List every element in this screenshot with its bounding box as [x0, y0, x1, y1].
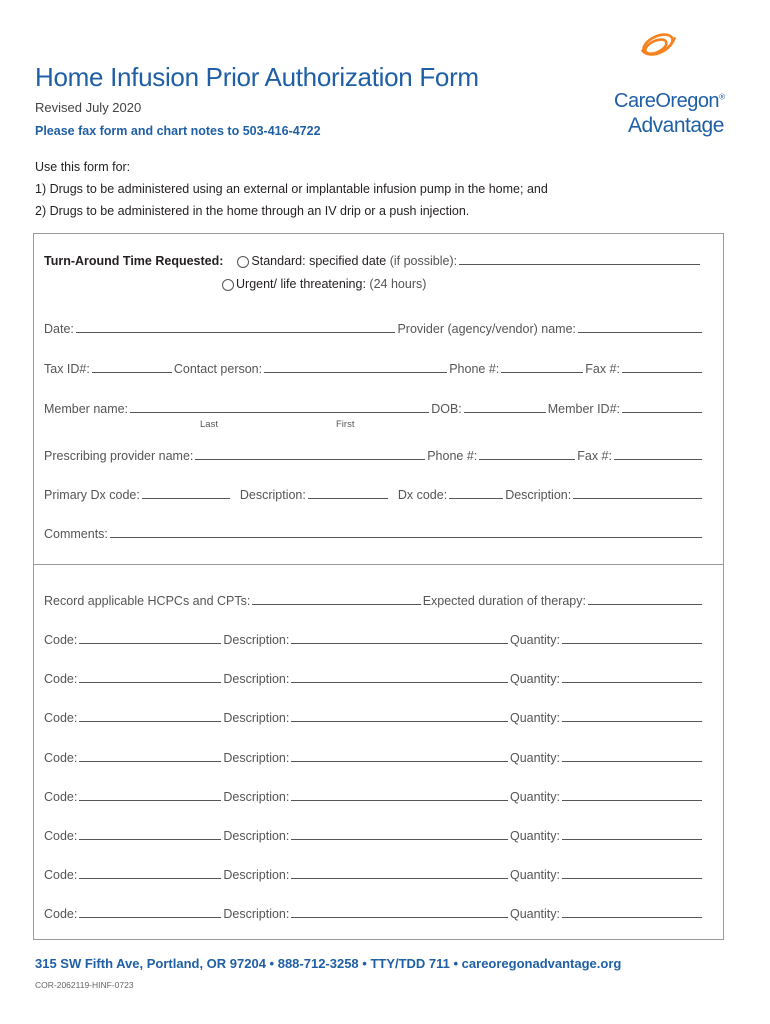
logo-text-advantage: Advantage: [628, 114, 724, 137]
standard-label: [251, 254, 457, 268]
quantity-label: Quantity:: [509, 907, 560, 922]
form-title: Home Infusion Prior Authorization Form: [35, 62, 479, 92]
urgent-label-rest: (24 hours): [365, 277, 427, 291]
code-field[interactable]: [79, 709, 221, 722]
logo-line1: CareOregon: [614, 90, 720, 112]
comments-field[interactable]: [110, 525, 702, 538]
primary-dx-description-label: Description:: [239, 488, 306, 502]
careoregon-logo-icon: [614, 28, 704, 90]
comments-label: Comments:: [44, 527, 108, 541]
description-label: Description:: [223, 907, 290, 922]
member-row: [44, 396, 704, 416]
code-row: [44, 784, 704, 804]
code-label: Code:: [44, 789, 78, 804]
quantity-field[interactable]: [562, 709, 702, 722]
code-field[interactable]: [79, 631, 221, 644]
quantity-label: Quantity:: [509, 868, 560, 883]
quantity-field[interactable]: [562, 749, 702, 762]
provider-label: Provider (agency/vendor) name:: [397, 322, 576, 336]
dx-code-field[interactable]: [449, 486, 503, 499]
provider-field[interactable]: [578, 320, 702, 333]
quantity-label: Quantity:: [509, 633, 560, 647]
date-label: Date:: [44, 322, 74, 336]
description-label: Description:: [223, 711, 290, 726]
use-intro: Use this form for:: [35, 160, 131, 174]
fax-field[interactable]: [622, 360, 702, 373]
quantity-field[interactable]: [562, 827, 702, 840]
standard-radio[interactable]: [237, 256, 249, 268]
contact-person-field[interactable]: [264, 360, 447, 373]
revised-date: Revised July 2020: [35, 100, 142, 115]
prescriber-label: Prescribing provider name:: [44, 449, 194, 463]
code-row: [44, 862, 704, 882]
standard-label-rest: (if possible):: [386, 254, 458, 268]
use-item-2: 2) Drugs to be administered in the home through an IV drip or a push injection.: [35, 204, 470, 218]
code-row: [44, 627, 704, 647]
quantity-label: Quantity:: [509, 711, 560, 726]
description-label: Description:: [223, 633, 290, 647]
quantity-label: Quantity:: [509, 672, 560, 687]
description-field[interactable]: [291, 670, 508, 683]
code-label: Code:: [44, 829, 78, 843]
prescriber-field[interactable]: [195, 447, 425, 460]
dob-field[interactable]: [464, 400, 546, 413]
code-label: Code:: [44, 907, 78, 922]
standard-label-bold: Standard: specified date: [251, 254, 387, 268]
description-field[interactable]: [291, 866, 508, 879]
description-field[interactable]: [291, 827, 508, 840]
description-field[interactable]: [291, 905, 508, 918]
code-field[interactable]: [79, 788, 221, 801]
primary-dx-description-field[interactable]: [308, 486, 388, 499]
code-field[interactable]: [79, 827, 221, 840]
description-label: Description:: [223, 750, 290, 765]
contact-person-label: Contact person:: [173, 362, 263, 376]
member-name-field[interactable]: [130, 400, 429, 413]
taxid-contact-row: [44, 356, 704, 376]
phone-label: Phone #:: [449, 362, 500, 376]
date-provider-row: [44, 316, 704, 336]
code-label: Code:: [44, 672, 78, 687]
quantity-label: Quantity:: [509, 750, 560, 765]
phone-field[interactable]: [501, 360, 583, 373]
code-field[interactable]: [79, 670, 221, 683]
form-code: COR-2062119-HINF-0723: [35, 980, 134, 990]
member-id-field[interactable]: [622, 400, 702, 413]
code-row: [44, 705, 704, 725]
code-label: Code:: [44, 711, 78, 726]
quantity-field[interactable]: [562, 905, 702, 918]
usage-instructions: [35, 156, 548, 222]
member-name-label: Member name:: [44, 402, 129, 416]
prescriber-fax-label: Fax #:: [577, 449, 612, 463]
primary-dx-label: Primary Dx code:: [44, 488, 140, 502]
code-field[interactable]: [79, 905, 221, 918]
turnaround-label: Turn-Around Time Requested:: [44, 254, 224, 268]
code-row: [44, 745, 704, 765]
code-row: [44, 666, 704, 686]
urgent-label: [236, 277, 426, 291]
footer-contact: 315 SW Fifth Ave, Portland, OR 97204 • 888-712-3258 • TTY/TDD 711 • careoregonadvantage.org: [35, 956, 622, 971]
code-row: [44, 823, 704, 843]
code-field[interactable]: [79, 749, 221, 762]
date-field[interactable]: [76, 320, 396, 333]
tax-id-label: Tax ID#:: [44, 362, 90, 376]
use-item-1: 1) Drugs to be administered using an external or implantable infusion pump in the home; and: [35, 182, 548, 196]
description-field[interactable]: [291, 631, 508, 644]
comments-row: [44, 521, 704, 541]
dx-description-field[interactable]: [573, 486, 702, 499]
prescriber-phone-label: Phone #:: [427, 449, 478, 463]
code-field[interactable]: [79, 866, 221, 879]
description-field[interactable]: [291, 749, 508, 762]
description-label: Description:: [223, 672, 290, 687]
primary-dx-field[interactable]: [142, 486, 230, 499]
quantity-field[interactable]: [562, 866, 702, 879]
record-hcpc-field[interactable]: [252, 592, 420, 605]
urgent-label-bold: Urgent/ life threatening:: [236, 277, 366, 291]
first-name-caption: First: [336, 419, 355, 430]
member-id-label: Member ID#:: [547, 402, 620, 416]
duration-field[interactable]: [588, 592, 702, 605]
standard-date-field[interactable]: [459, 252, 700, 265]
description-field[interactable]: [291, 788, 508, 801]
record-hcpc-label: Record applicable HCPCs and CPTs:: [44, 594, 251, 608]
dob-label: DOB:: [431, 402, 462, 416]
quantity-field[interactable]: [562, 670, 702, 683]
quantity-field[interactable]: [562, 631, 702, 644]
duration-label: Expected duration of therapy:: [422, 594, 586, 608]
dx-description-label: Description:: [505, 488, 572, 502]
turnaround-row: [44, 248, 702, 268]
quantity-label: Quantity:: [509, 829, 560, 843]
description-label: Description:: [223, 868, 290, 883]
quantity-label: Quantity:: [509, 789, 560, 804]
dx-code-label: Dx code:: [397, 488, 448, 502]
logo-text-careoregon: [614, 90, 724, 113]
quantity-field[interactable]: [562, 788, 702, 801]
hcpc-row: [44, 588, 704, 608]
last-name-caption: Last: [200, 419, 218, 430]
urgent-row: [222, 271, 522, 291]
urgent-radio[interactable]: [222, 279, 234, 291]
prescriber-row: [44, 443, 704, 463]
description-label: Description:: [223, 829, 290, 843]
tax-id-field[interactable]: [92, 360, 172, 373]
fax-label: Fax #:: [585, 362, 620, 376]
prescriber-phone-field[interactable]: [479, 447, 575, 460]
diagnosis-row: [44, 482, 704, 502]
prescriber-fax-field[interactable]: [614, 447, 702, 460]
code-label: Code:: [44, 633, 78, 647]
code-row: [44, 901, 704, 921]
code-label: Code:: [44, 868, 78, 883]
logo-registered: ®: [719, 92, 725, 102]
code-label: Code:: [44, 750, 78, 765]
description-label: Description:: [223, 789, 290, 804]
fax-instruction: Please fax form and chart notes to 503-416-4722: [35, 124, 321, 138]
description-field[interactable]: [291, 709, 508, 722]
